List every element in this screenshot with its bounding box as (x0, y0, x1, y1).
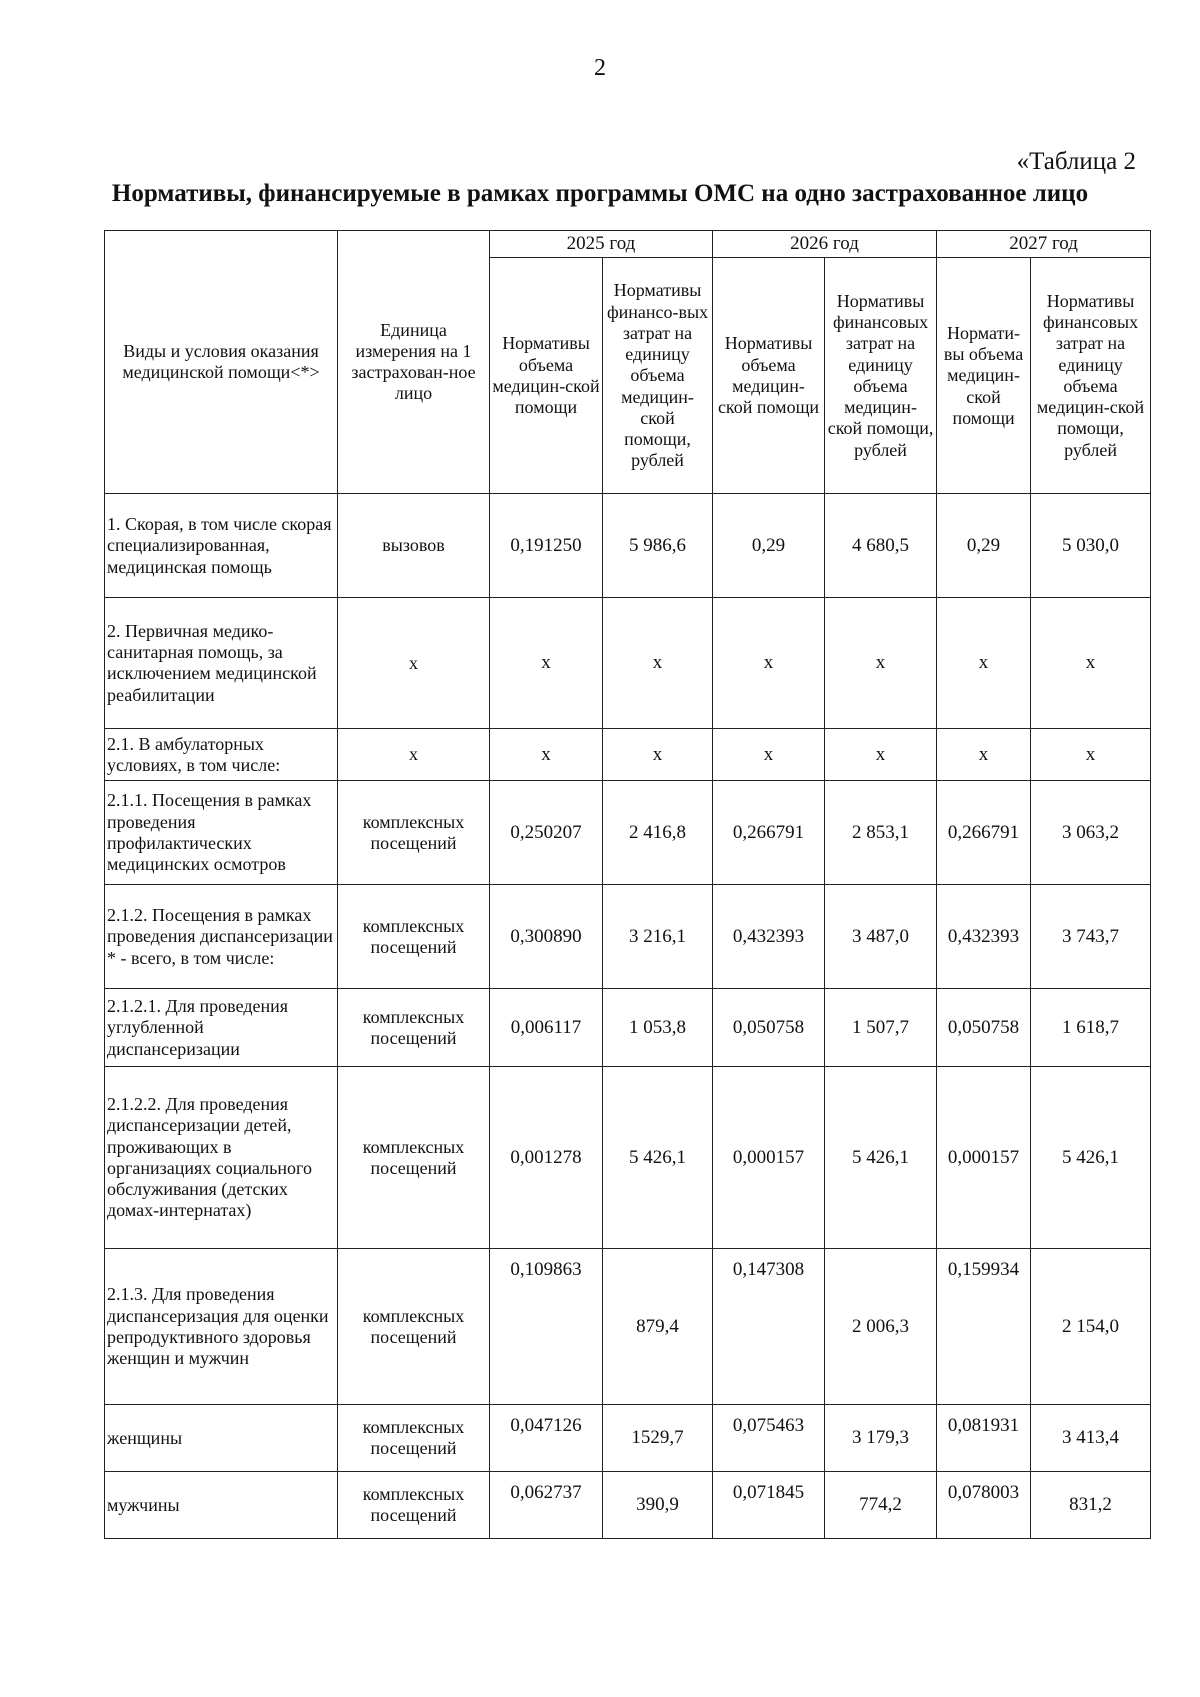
row-cost-2027: 2 154,0 (1031, 1249, 1151, 1405)
row-name: 2.1.2.2. Для проведения диспансеризации детей, проживающих в организациях социального обслуживания (детских домах-интернатах) (105, 1067, 338, 1249)
row-name: 2.1.3. Для проведения диспансеризация для оценки репродуктивного здоровья женщин и мужчин (105, 1249, 338, 1405)
header-2027-volume: Нормати-вы объема медицин-ской помощи (937, 258, 1031, 494)
row-unit: комплексных посещений (338, 989, 490, 1067)
row-unit: комплексных посещений (338, 1472, 490, 1539)
row-name: 2. Первичная медико-санитарная помощь, за исключением медицинской реабилитации (105, 598, 338, 729)
row-volume-2027: 0,050758 (937, 989, 1031, 1067)
row-cost-2026: 4 680,5 (825, 494, 937, 598)
row-name: 1. Скорая, в том числе скорая специализированная, медицинская помощь (105, 494, 338, 598)
table-row (105, 1067, 1151, 1249)
norms-table (104, 230, 1151, 1539)
row-volume-2026: 0,050758 (713, 989, 825, 1067)
row-volume-2026: 0,000157 (713, 1067, 825, 1249)
row-unit: комплексных посещений (338, 1249, 490, 1405)
row-volume-2027: 0,432393 (937, 885, 1031, 989)
row-unit: x (338, 729, 490, 781)
row-volume-2025: 0,047126 (490, 1405, 603, 1472)
row-name: мужчины (105, 1472, 338, 1539)
table-label: «Таблица 2 (1016, 148, 1136, 175)
header-row-years (105, 231, 1151, 258)
row-volume-2025: 0,109863 (490, 1249, 603, 1405)
row-volume-2027: 0,081931 (937, 1405, 1031, 1472)
row-cost-2027: x (1031, 598, 1151, 729)
row-volume-2026: 0,147308 (713, 1249, 825, 1405)
row-volume-2026: x (713, 598, 825, 729)
row-volume-2026: x (713, 729, 825, 781)
header-2026-cost: Нормативы финансовых затрат на единицу объема медицин-ской помощи, рублей (825, 258, 937, 494)
row-volume-2027: 0,000157 (937, 1067, 1031, 1249)
header-2027-cost: Нормативы финансовых затрат на единицу объема медицин-ской помощи, рублей (1031, 258, 1151, 494)
row-cost-2027: x (1031, 729, 1151, 781)
row-name: женщины (105, 1405, 338, 1472)
header-year-2025: 2025 год (490, 231, 713, 258)
row-cost-2025: x (603, 598, 713, 729)
row-cost-2027: 5 030,0 (1031, 494, 1151, 598)
row-name: 2.1.2.1. Для проведения углубленной диспансеризации (105, 989, 338, 1067)
row-cost-2027: 3 413,4 (1031, 1405, 1151, 1472)
row-name: 2.1.1. Посещения в рамках проведения профилактических медицинских осмотров (105, 781, 338, 885)
row-unit: вызовов (338, 494, 490, 598)
row-cost-2025: 5 986,6 (603, 494, 713, 598)
row-volume-2025: 0,062737 (490, 1472, 603, 1539)
row-cost-2026: x (825, 729, 937, 781)
row-volume-2026: 0,075463 (713, 1405, 825, 1472)
row-volume-2026: 0,071845 (713, 1472, 825, 1539)
row-cost-2026: 5 426,1 (825, 1067, 937, 1249)
row-cost-2025: 879,4 (603, 1249, 713, 1405)
row-unit: комплексных посещений (338, 1067, 490, 1249)
row-volume-2025: 0,191250 (490, 494, 603, 598)
row-cost-2026: 2 006,3 (825, 1249, 937, 1405)
row-cost-2025: 2 416,8 (603, 781, 713, 885)
row-volume-2025: 0,006117 (490, 989, 603, 1067)
row-volume-2027: x (937, 598, 1031, 729)
header-2025-cost: Нормативы финансо-вых затрат на единицу объема медицин-ской помощи, рублей (603, 258, 713, 494)
header-2025-volume: Нормативы объема медицин-ской помощи (490, 258, 603, 494)
row-unit: x (338, 598, 490, 729)
row-volume-2025: x (490, 729, 603, 781)
table-row (105, 494, 1151, 598)
row-volume-2025: 0,001278 (490, 1067, 603, 1249)
row-volume-2025: x (490, 598, 603, 729)
table-row (105, 598, 1151, 729)
row-cost-2025: 5 426,1 (603, 1067, 713, 1249)
row-cost-2026: x (825, 598, 937, 729)
row-cost-2026: 1 507,7 (825, 989, 937, 1067)
row-unit: комплексных посещений (338, 885, 490, 989)
row-volume-2027: 0,29 (937, 494, 1031, 598)
header-col-unit: Единица измерения на 1 застрахован-ное лицо (338, 231, 490, 494)
table-row (105, 1472, 1151, 1539)
row-name: 2.1. В амбулаторных условиях, в том числе: (105, 729, 338, 781)
page-number: 2 (594, 55, 606, 81)
document-title: Нормативы, финансируемые в рамках программы ОМС на одно застрахованное лицо (111, 180, 1089, 207)
row-volume-2027: 0,266791 (937, 781, 1031, 885)
row-cost-2027: 3 743,7 (1031, 885, 1151, 989)
row-cost-2027: 5 426,1 (1031, 1067, 1151, 1249)
row-unit: комплексных посещений (338, 1405, 490, 1472)
row-unit: комплексных посещений (338, 781, 490, 885)
row-volume-2027: x (937, 729, 1031, 781)
header-year-2027: 2027 год (937, 231, 1151, 258)
table-row (105, 885, 1151, 989)
row-cost-2025: 390,9 (603, 1472, 713, 1539)
row-cost-2027: 3 063,2 (1031, 781, 1151, 885)
table-row (105, 729, 1151, 781)
row-cost-2025: x (603, 729, 713, 781)
row-cost-2025: 3 216,1 (603, 885, 713, 989)
row-cost-2025: 1 053,8 (603, 989, 713, 1067)
row-volume-2026: 0,432393 (713, 885, 825, 989)
row-name: 2.1.2. Посещения в рамках проведения диспансеризации * - всего, в том числе: (105, 885, 338, 989)
header-year-2026: 2026 год (713, 231, 937, 258)
row-volume-2027: 0,078003 (937, 1472, 1031, 1539)
row-volume-2025: 0,300890 (490, 885, 603, 989)
row-cost-2026: 774,2 (825, 1472, 937, 1539)
table-row (105, 1249, 1151, 1405)
row-cost-2026: 3 179,3 (825, 1405, 937, 1472)
header-2026-volume: Нормативы объема медицин-ской помощи (713, 258, 825, 494)
row-cost-2026: 3 487,0 (825, 885, 937, 989)
row-cost-2026: 2 853,1 (825, 781, 937, 885)
row-volume-2026: 0,29 (713, 494, 825, 598)
row-volume-2025: 0,250207 (490, 781, 603, 885)
row-cost-2025: 1529,7 (603, 1405, 713, 1472)
table-row (105, 781, 1151, 885)
table-row (105, 989, 1151, 1067)
row-volume-2027: 0,159934 (937, 1249, 1031, 1405)
row-cost-2027: 831,2 (1031, 1472, 1151, 1539)
row-cost-2027: 1 618,7 (1031, 989, 1151, 1067)
table-row (105, 1405, 1151, 1472)
header-col-type: Виды и условия оказания медицинской помощи<*> (105, 231, 338, 494)
row-volume-2026: 0,266791 (713, 781, 825, 885)
